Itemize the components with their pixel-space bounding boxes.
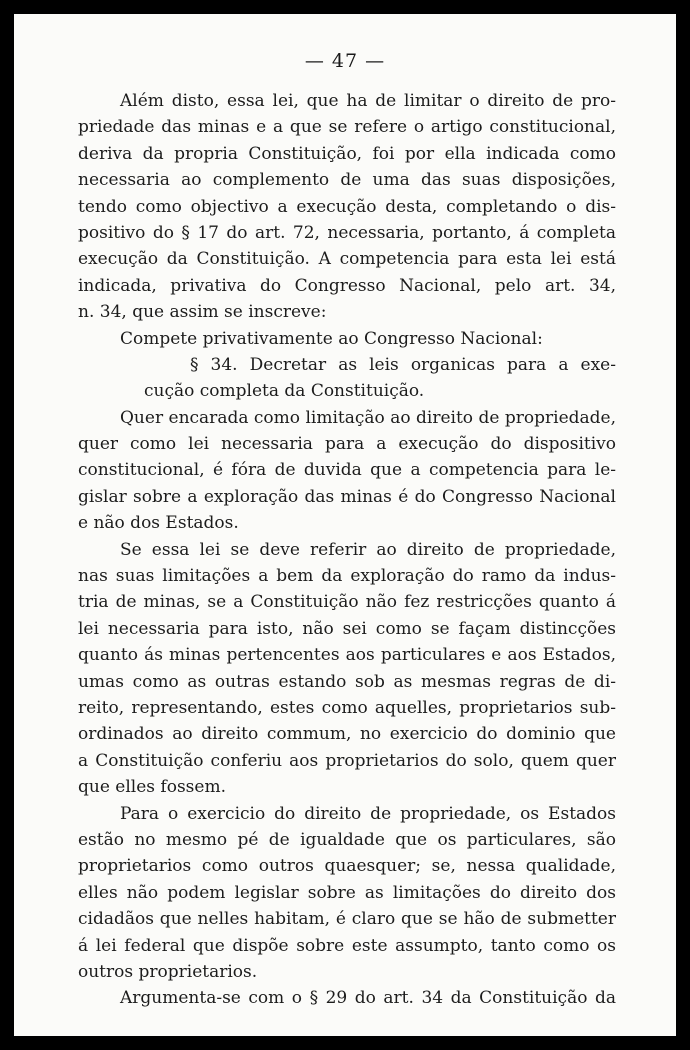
text-line: n. 34, que assim se inscreve:: [78, 302, 327, 323]
text-line: Se essa lei se deve referir ao direito de propriedade,: [120, 539, 616, 560]
text-line: reito, representando, estes como aquelles, proprietarios sub-: [78, 697, 616, 718]
text-line: outros proprietarios.: [78, 961, 258, 982]
text-line: constitucional, é fóra de duvida que a competencia para le-: [78, 460, 616, 481]
text-line: cução completa da Constituição.: [144, 381, 425, 402]
text-line: tendo como objectivo a execução desta, completando o dis-: [78, 196, 616, 217]
text-line: Compete privativamente ao Congresso Nacional:: [120, 328, 543, 349]
text-line: gislar sobre a exploração das minas é do Congresso Nacional: [78, 486, 616, 507]
text-line: cidadãos que nelles habitam, é claro que se hão de submetter: [78, 909, 616, 930]
book-page: [14, 14, 676, 1036]
text-line: á lei federal que dispõe sobre este assumpto, tanto como os: [78, 935, 616, 956]
text-line: ordinados ao direito commum, no exercicio do dominio que: [78, 724, 616, 745]
text-line: execução da Constituição. A competencia para esta lei está: [78, 249, 616, 270]
text-line: necessaria ao complemento de uma das suas disposições,: [78, 170, 616, 191]
text-line: e não dos Estados.: [78, 513, 239, 534]
text-line: lei necessaria para isto, não sei como se façam distincções: [78, 618, 616, 639]
text-line: estão no mesmo pé de igualdade que os particulares, são: [78, 829, 616, 850]
text-line: tria de minas, se a Constituição não fez restricções quanto á: [78, 592, 616, 613]
text-line: deriva da propria Constituição, foi por ella indicada como: [78, 143, 616, 164]
text-line: umas como as outras estando sob as mesmas regras de di-: [78, 671, 616, 692]
text-line: § 34. Decretar as leis organicas para a exe-: [190, 354, 616, 375]
text-line: proprietarios como outros quaesquer; se, nessa qualidade,: [78, 856, 616, 877]
text-line: Quer encarada como limitação ao direito de propriedade,: [120, 407, 616, 428]
text-line: Além disto, essa lei, que ha de limitar o direito de pro-: [120, 91, 616, 111]
text-line: Argumenta-se com o § 29 do art. 34 da Constituição da: [120, 988, 616, 1009]
text-line: nas suas limitações a bem da exploração do ramo da indus-: [78, 566, 616, 587]
text-line: positivo do § 17 do art. 72, necessaria, portanto, á completa: [78, 222, 616, 243]
text-line: a Constituição conferiu aos proprietarios do solo, quem quer: [78, 750, 616, 771]
text-line: indicada, privativa do Congresso Nacional, pelo art. 34,: [78, 275, 616, 296]
text-line: elles não podem legislar sobre as limitações do direito dos: [78, 882, 616, 903]
text-line: quanto ás minas pertencentes aos particulares e aos Estados,: [78, 645, 616, 666]
text-line: que elles fossem.: [78, 777, 226, 798]
text-line: quer como lei necessaria para a execução do dispositivo: [78, 434, 616, 455]
body-text: [78, 88, 616, 1012]
text-line: Para o exercicio do direito de propriedade, os Estados: [120, 803, 616, 824]
page-number: — 47 —: [304, 50, 386, 72]
text-line: priedade das minas e a que se refere o artigo constitucional,: [78, 117, 616, 138]
